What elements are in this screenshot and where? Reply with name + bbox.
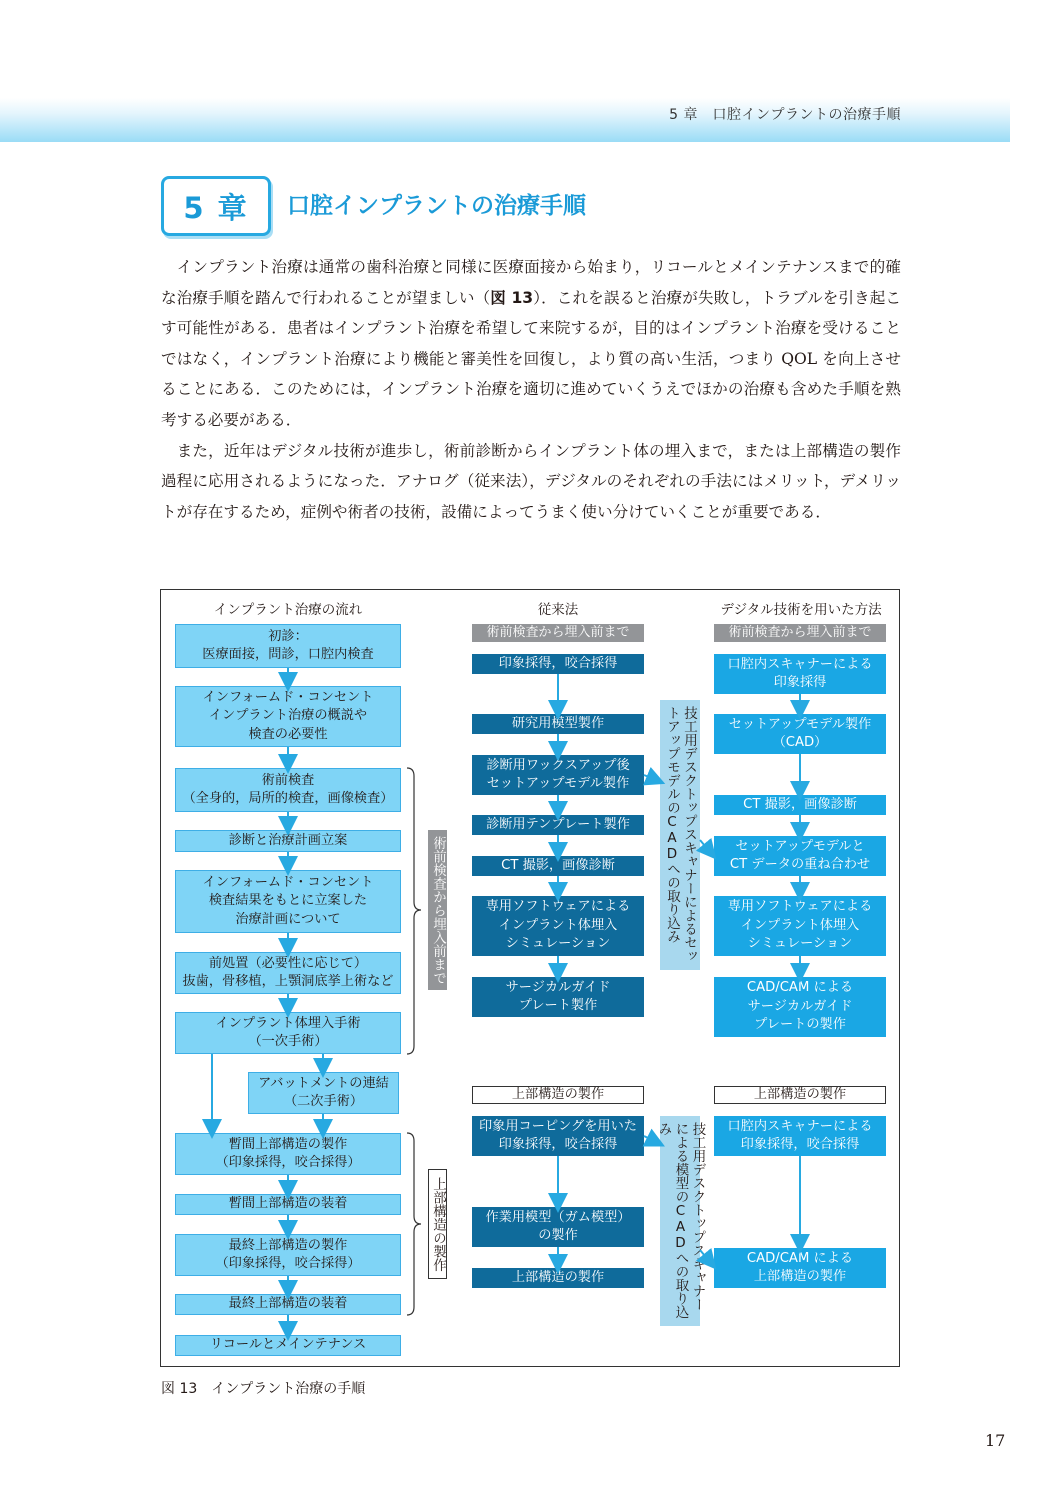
- conv-step: 作業用模型（ガム模型） の製作: [472, 1207, 644, 1247]
- side-label-preop: 術前検査から埋入前まで: [428, 830, 447, 990]
- dig-step: セットアップモデル製作 （CAD）: [714, 714, 886, 754]
- dig-step: 口腔内スキャナーによる 印象採得: [714, 654, 886, 694]
- dig-step: 口腔内スキャナーによる 印象採得，咬合採得: [714, 1116, 886, 1156]
- flow-step: 診断と治療計画立案: [175, 830, 401, 852]
- running-head: 5 章 口腔インプラントの治療手順: [669, 107, 901, 123]
- conv-step: 上部構造の製作: [472, 1268, 644, 1288]
- chapter-title: 口腔インプラントの治療手順: [287, 193, 586, 219]
- figure-reference[interactable]: 図 13: [490, 288, 534, 307]
- col-head-digital: デジタル技術を用いた方法: [720, 602, 882, 618]
- flow-step: インフォームド・コンセント インプラント治療の概説や 検査の必要性: [175, 686, 401, 747]
- flow-step: 前処置（必要性に応じて） 抜歯，骨移植，上顎洞底挙上術など: [175, 952, 401, 994]
- dig-section-header-2: 上部構造の製作: [714, 1086, 886, 1104]
- dig-step: 専用ソフトウェアによる インプラント体埋入 シミュレーション: [714, 896, 886, 956]
- figure-caption: 図 13 インプラント治療の手順: [161, 1381, 366, 1397]
- flow-step: 最終上部構造の装着: [175, 1294, 401, 1315]
- dig-step: CT 撮影，画像診断: [714, 795, 886, 815]
- col-head-conventional: 従来法: [537, 602, 579, 618]
- scanner-label-2: 技工用デスクトップスキャナーによる模型のCADへの取り込み: [660, 1116, 700, 1326]
- conv-step: CT 撮影，画像診断: [472, 856, 644, 876]
- dig-step: セットアップモデルと CT データの重ね合わせ: [714, 836, 886, 876]
- paragraph-1: インプラント治療は通常の歯科治療と同様に医療面接から始まり，リコールとメインテナンスまで的確な治療手順を踏んで行われることが望ましい（図 13）．これを誤ると治療が失敗し，トラブルを引き起こす可能性がある．患者はインプラント治療を希望して来院するが，目的はインプラント治療を受けることではなく，インプラント治療により機能と審美性を回復し，より質の高い生活，つまり QOL を向上させることにある．このためには，インプラント治療を適切に進めていくうえでほかの治療も含めた手順を熟考する必要がある．: [161, 258, 902, 429]
- col-head-flow: インプラント治療の流れ: [213, 602, 363, 618]
- conv-step: 印象採得，咬合採得: [472, 654, 644, 674]
- paragraph-2: また，近年はデジタル技術が進歩し，術前診断からインプラント体の埋入まで，または上部構造の製作過程に応用されるようになった．アナログ（従来法），デジタルのそれぞれの手法にはメリット，デメリットが存在するため，症例や術者の技術，設備によってうまく使い分けていくことが重要である．: [161, 441, 901, 521]
- conv-step: 専用ソフトウェアによる インプラント体埋入 シミュレーション: [472, 896, 644, 956]
- conv-step: 診断用ワックスアップ後 セットアップモデル製作: [472, 755, 644, 795]
- scanner-label-1: 技工用デスクトップスキャナーによるセットアップモデルのCADへの取り込み: [660, 700, 700, 970]
- flow-step: アバットメントの連結 （二次手術）: [248, 1072, 399, 1114]
- flow-step: 暫間上部構造の製作 （印象採得，咬合採得）: [175, 1133, 401, 1175]
- conv-step: 印象用コーピングを用いた 印象採得，咬合採得: [472, 1116, 644, 1156]
- side-label-superstructure: 上部構造の製作: [428, 1169, 447, 1279]
- chapter-badge: 5 章: [161, 176, 271, 236]
- flow-step: 暫間上部構造の装着: [175, 1194, 401, 1215]
- flow-step: 初診： 医療面接，問診，口腔内検査: [175, 624, 401, 668]
- conv-step: 診断用テンプレート製作: [472, 815, 644, 835]
- conv-section-header: 術前検査から埋入前まで: [472, 624, 644, 642]
- flow-step: リコールとメインテナンス: [175, 1335, 401, 1356]
- dig-step: CAD/CAM による サージカルガイド プレートの製作: [714, 977, 886, 1037]
- flow-step: インプラント体埋入手術 （一次手術）: [175, 1012, 401, 1054]
- dig-step: CAD/CAM による 上部構造の製作: [714, 1248, 886, 1288]
- dig-section-header: 術前検査から埋入前まで: [714, 624, 886, 642]
- page-number: 17: [985, 1431, 1006, 1450]
- conv-section-header-2: 上部構造の製作: [472, 1086, 644, 1104]
- flow-step: 術前検査 （全身的，局所的検査，画像検査）: [175, 768, 401, 812]
- conv-step: サージカルガイド プレート製作: [472, 977, 644, 1017]
- flow-step: インフォームド・コンセント 検査結果をもとに立案した 治療計画について: [175, 870, 401, 933]
- flow-step: 最終上部構造の製作 （印象採得，咬合採得）: [175, 1234, 401, 1276]
- conv-step: 研究用模型製作: [472, 714, 644, 734]
